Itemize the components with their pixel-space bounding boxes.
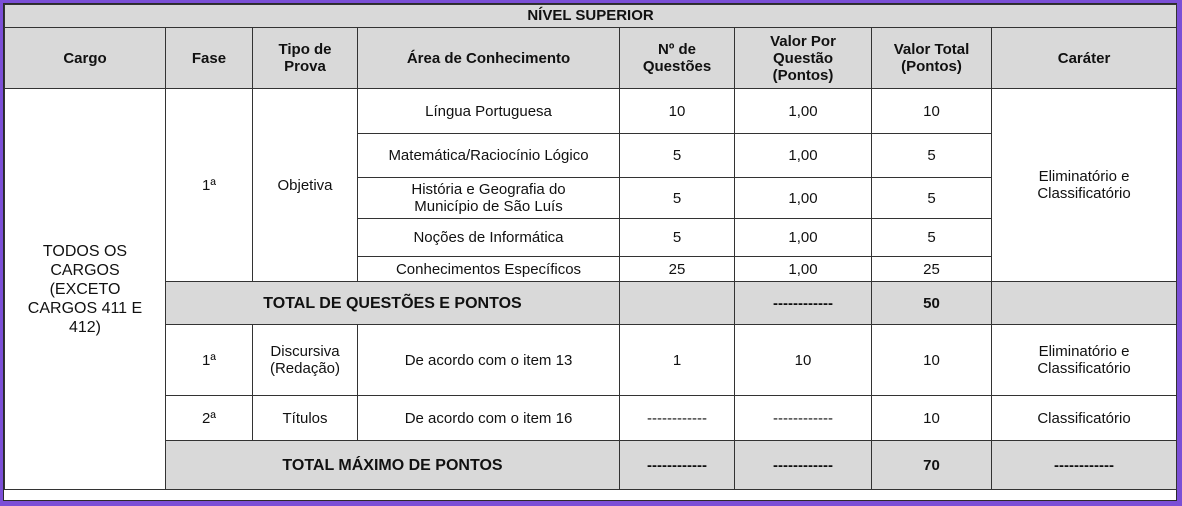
- header-carater: Caráter: [992, 28, 1177, 89]
- titulos-fase: 2ª: [166, 396, 253, 441]
- total-cell: 5: [872, 134, 992, 178]
- total-cell: 10: [872, 89, 992, 134]
- questoes-cell: 5: [620, 134, 735, 178]
- header-row: [5, 28, 1177, 89]
- discursiva-fase: 1ª: [166, 325, 253, 396]
- total-questoes-carater: [992, 282, 1177, 325]
- titulos-row: [5, 396, 1177, 441]
- valor-cell: 1,00: [735, 89, 872, 134]
- questoes-cell: 5: [620, 178, 735, 219]
- total-maximo-questoes: ------------: [620, 441, 735, 490]
- objetiva-tipo: Objetiva: [253, 89, 358, 282]
- questoes-cell: 10: [620, 89, 735, 134]
- valor-cell: 1,00: [735, 257, 872, 282]
- exam-table: [4, 4, 1177, 490]
- valor-cell: 1,00: [735, 134, 872, 178]
- titulos-carater: Classificatório: [992, 396, 1177, 441]
- header-area: Área de Conhecimento: [358, 28, 620, 89]
- total-maximo-total: 70: [872, 441, 992, 490]
- discursiva-row: [5, 325, 1177, 396]
- total-maximo-carater: ------------: [992, 441, 1177, 490]
- total-questoes-row: [5, 282, 1177, 325]
- area-cell: Língua Portuguesa: [358, 89, 620, 134]
- total-cell: 25: [872, 257, 992, 282]
- total-maximo-label: TOTAL MÁXIMO DE PONTOS: [166, 441, 620, 490]
- discursiva-valor: 10: [735, 325, 872, 396]
- table-row: [5, 89, 1177, 134]
- objetiva-carater: Eliminatório e Classificatório: [992, 89, 1177, 282]
- total-questoes-valor: ------------: [735, 282, 872, 325]
- area-cell: Conhecimentos Específicos: [358, 257, 620, 282]
- total-questoes-label: TOTAL DE QUESTÕES E PONTOS: [166, 282, 620, 325]
- document-frame: [3, 3, 1177, 501]
- titulos-tipo: Títulos: [253, 396, 358, 441]
- total-questoes-questoes: [620, 282, 735, 325]
- objetiva-fase: 1ª: [166, 89, 253, 282]
- total-cell: 5: [872, 219, 992, 257]
- discursiva-area: De acordo com o item 13: [358, 325, 620, 396]
- header-num-questoes: Nº de Questões: [620, 28, 735, 89]
- titulos-area: De acordo com o item 16: [358, 396, 620, 441]
- header-tipo-prova: Tipo de Prova: [253, 28, 358, 89]
- area-cell: Noções de Informática: [358, 219, 620, 257]
- cargo-cell: TODOS OS CARGOS (EXCETO CARGOS 411 E 412): [5, 89, 166, 490]
- total-cell: 5: [872, 178, 992, 219]
- valor-cell: 1,00: [735, 219, 872, 257]
- discursiva-total: 10: [872, 325, 992, 396]
- area-cell: Matemática/Raciocínio Lógico: [358, 134, 620, 178]
- titulos-questoes: ------------: [620, 396, 735, 441]
- table-title: NÍVEL SUPERIOR: [5, 5, 1177, 28]
- total-questoes-total: 50: [872, 282, 992, 325]
- total-maximo-row: [5, 441, 1177, 490]
- discursiva-tipo: Discursiva (Redação): [253, 325, 358, 396]
- valor-cell: 1,00: [735, 178, 872, 219]
- discursiva-carater: Eliminatório e Classificatório: [992, 325, 1177, 396]
- questoes-cell: 25: [620, 257, 735, 282]
- titulos-total: 10: [872, 396, 992, 441]
- header-fase: Fase: [166, 28, 253, 89]
- header-valor-total: Valor Total (Pontos): [872, 28, 992, 89]
- discursiva-questoes: 1: [620, 325, 735, 396]
- header-valor-questao: Valor Por Questão (Pontos): [735, 28, 872, 89]
- area-cell: História e Geografia do Município de São Luís: [358, 178, 620, 219]
- total-maximo-valor: ------------: [735, 441, 872, 490]
- questoes-cell: 5: [620, 219, 735, 257]
- titulos-valor: ------------: [735, 396, 872, 441]
- header-cargo: Cargo: [5, 28, 166, 89]
- title-row: [5, 5, 1177, 28]
